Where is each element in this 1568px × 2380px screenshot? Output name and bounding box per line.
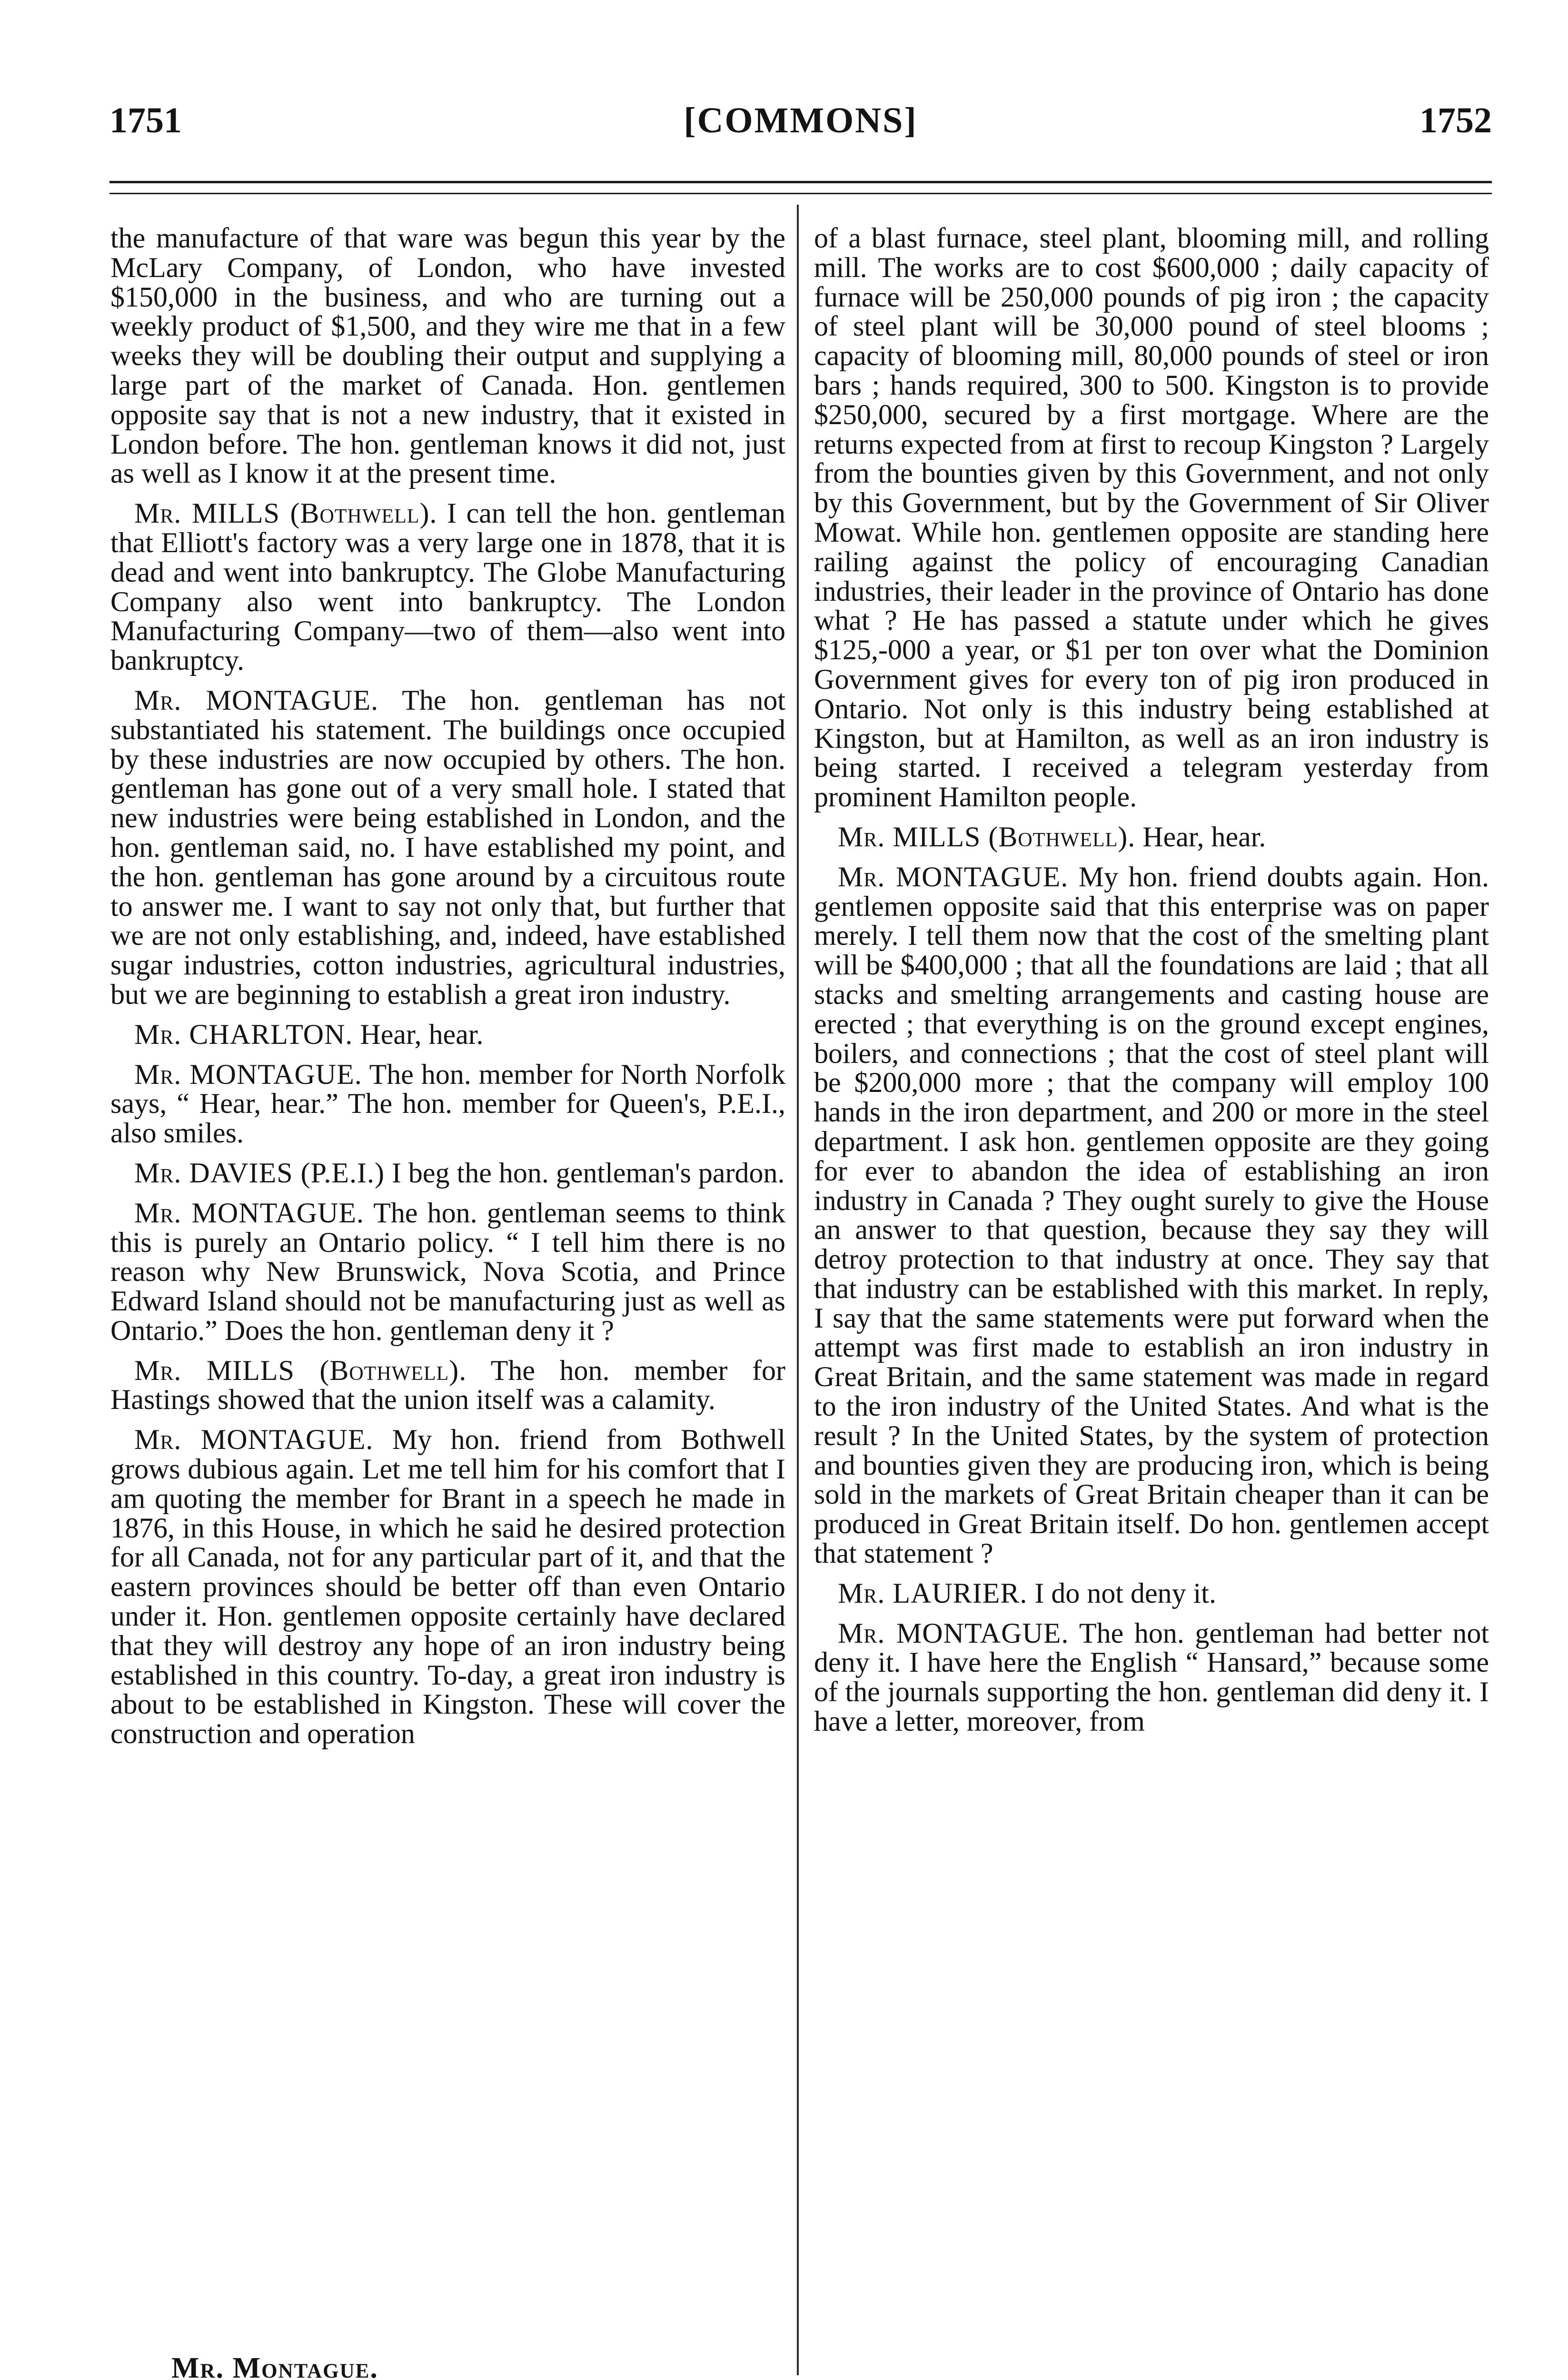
page-number-right: 1752 xyxy=(1419,100,1492,140)
header-rule-thin xyxy=(109,193,1492,194)
paragraph-text: I beg the hon. gentleman's pardon. xyxy=(391,1157,785,1189)
paragraph-text: The hon. gentleman had better not deny it. I have here the English “ Hansard,” because some of the journals supporting the hon. gentleman did deny it. I have a letter, moreover, from xyxy=(814,1617,1489,1737)
paragraph-text: My hon. friend doubts again. Hon. gentlemen opposite said that this enterprise was on paper merely. I tell them now that the cost of the smelting plant will be $400,000 ; that all the foundations are laid ; that all stacks and smelting arrangements and casting house are erected ; that everything is on the ground except engines, boilers, and connections ; that the cost of steel plant will be $200,000 more ; that the company will employ 100 hands in the iron department, and 200 or more in the steel department. I ask hon. gentlemen opposite are they going for ever to abandon the idea of establishing an iron industry in Canada ? They ought surely to give the House an answer to that question, because they say they will detroy protection to that industry at once. They say that that industry can be established with this market. In reply, I say that the same statements were put forward when the attempt was first made to establish an iron industry in Great Britain, and the same statement was made in regard to the iron industry of the United States. And what is the result ? In the United States, by the system of protection and bounties given they are producing iron, which is being sold in the markets of Great Britain cheaper than it can be produced in Great Britain itself. Do hon. gentlemen accept that statement ? xyxy=(814,861,1489,1569)
paragraph-text: Hear, hear. xyxy=(360,1018,484,1050)
header-rule-thick xyxy=(109,181,1492,183)
paragraph-text: The hon. gentleman seems to think this is purely an Ontario policy. “ I tell him there is no reason why New Brunswick, Nova Scotia, and Prince Edward Island should not be manufacturing just as well as Ontario.” Does the hon. gentleman deny it ? xyxy=(110,1197,786,1346)
paragraph xyxy=(110,1159,785,1188)
page-number-left: 1751 xyxy=(109,100,182,140)
paragraph xyxy=(110,1020,785,1050)
paragraph-text: I do not deny it. xyxy=(1034,1577,1216,1609)
speaker-name: Mr. CHARLTON. xyxy=(134,1018,353,1050)
speaker-name: Mr. MILLS (Bothwell). xyxy=(134,497,437,529)
page-header xyxy=(109,100,1492,157)
speaker-name: Mr. MONTAGUE. xyxy=(134,1058,362,1090)
page-footer-signature: Mr. Montague. xyxy=(171,2352,378,2380)
paragraph-text: My hon. friend from Bothwell grows dubious again. Let me tell him for his comfort that I am quoting the member for Brant in a speech he made in 1876, in this House, in which he said he desired protection for all Canada, not for any particular part of it, and that the eastern provinces should be better off than even Ontario under it. Hon. gentlemen opposite certainly have declared that they will destroy any hope of an iron industry being established in this country. To-day, a great iron industry is about to be established in Kingston. These will cover the construction and operation xyxy=(110,1424,785,1750)
paragraph xyxy=(110,224,785,488)
paragraph-text: Hear, hear. xyxy=(1142,821,1266,853)
paragraph xyxy=(814,1619,1489,1736)
paragraph xyxy=(814,863,1489,1568)
paragraph xyxy=(814,823,1489,852)
left-column xyxy=(110,224,785,1759)
speaker-name: Mr. MILLS (Bothwell). xyxy=(134,1354,467,1386)
column-divider xyxy=(797,205,799,2375)
paragraph xyxy=(110,1199,785,1346)
paragraph xyxy=(110,1356,785,1415)
paragraph-text: the manufacture of that ware was begun this year by the McLary Company, of London, who have invested $150,000 in the business, and who are turning out a weekly product of $1,500, and they wire me that in a few weeks they will be doubling their output and supplying a large part of the market of Canada. Hon. gentlemen opposite say that is not a new industry, that it existed in London before. The hon. gentleman knows it did not, just as well as I know it at the present time. xyxy=(110,222,785,489)
paragraph xyxy=(814,224,1489,812)
speaker-name: Mr. LAURIER. xyxy=(838,1577,1028,1609)
speaker-name: Mr. MONTAGUE. xyxy=(134,1424,374,1456)
paragraph xyxy=(814,1579,1489,1608)
speaker-name: Mr. MONTAGUE. xyxy=(134,684,379,716)
right-column xyxy=(814,224,1489,1747)
paragraph xyxy=(110,1060,785,1148)
paragraph xyxy=(110,1425,785,1749)
paragraph-text: I can tell the hon. gentleman that Elliott's factory was a very large one in 1878, that it is dead and went into bankruptcy. The Globe Manufacturing Company also went into bankruptcy. The London Manufacturing Company—two of them—also went into bankruptcy. xyxy=(110,497,785,676)
paragraph xyxy=(110,499,785,675)
speaker-name: Mr. MONTAGUE. xyxy=(838,861,1069,892)
paragraph-text: The hon. member for Hastings showed that the union itself was a calamity. xyxy=(110,1354,785,1416)
speaker-name: Mr. MONTAGUE. xyxy=(838,1617,1069,1649)
paragraph-text: The hon. member for North Norfolk says, “ Hear, hear.” The hon. member for Queen's, P.E.I., also smiles. xyxy=(110,1058,785,1149)
paragraph xyxy=(110,686,785,1010)
speaker-name: Mr. MONTAGUE. xyxy=(134,1197,365,1229)
speaker-name: Mr. DAVIES (P.E.I.) xyxy=(134,1157,385,1189)
paragraph-text: of a blast furnace, steel plant, blooming mill, and rolling mill. The works are to cost $600,000 ; daily capacity of furnace will be 250,000 pounds of pig iron ; the capacity of steel plant will be 30,000 pound of steel blooms ; capacity of blooming mill, 80,000 pounds of steel or iron bars ; hands required, 300 to 500. Kingston is to provide $250,000, secured by a first mortgage. Where are the returns expected from at first to recoup Kingston ? Largely from the bounties given by this Government, and not only by this Government, but by the Government of Sir Oliver Mowat. While hon. gentlemen opposite are standing here railing against the policy of encouraging Canadian industries, their leader in the province of Ontario has done what ? He has passed a statute under which he gives $125,-000 a year, or $1 per ton over what the Dominion Government gives for every ton of pig iron produced in Ontario. Not only is this industry being established at Kingston, but at Hamilton, as well as an iron industry is being started. I received a telegram yesterday from prominent Hamilton people. xyxy=(814,222,1489,813)
speaker-name: Mr. MILLS (Bothwell). xyxy=(838,821,1136,853)
paragraph-text: The hon. gentleman has not substantiated his statement. The buildings once occupied by these industries are now occupied by others. The hon. gentleman has gone out of a very small hole. I stated that new industries were being established in London, and the hon. gentleman said, no. I have established my point, and the hon. gentleman has gone around by a circuitous route to answer me. I want to say not only that, but further that we are not only establishing, and, indeed, have established sugar industries, cotton industries, agricultural industries, but we are beginning to establish a great iron industry. xyxy=(110,684,786,1010)
page-title: [COMMONS] xyxy=(684,100,918,140)
